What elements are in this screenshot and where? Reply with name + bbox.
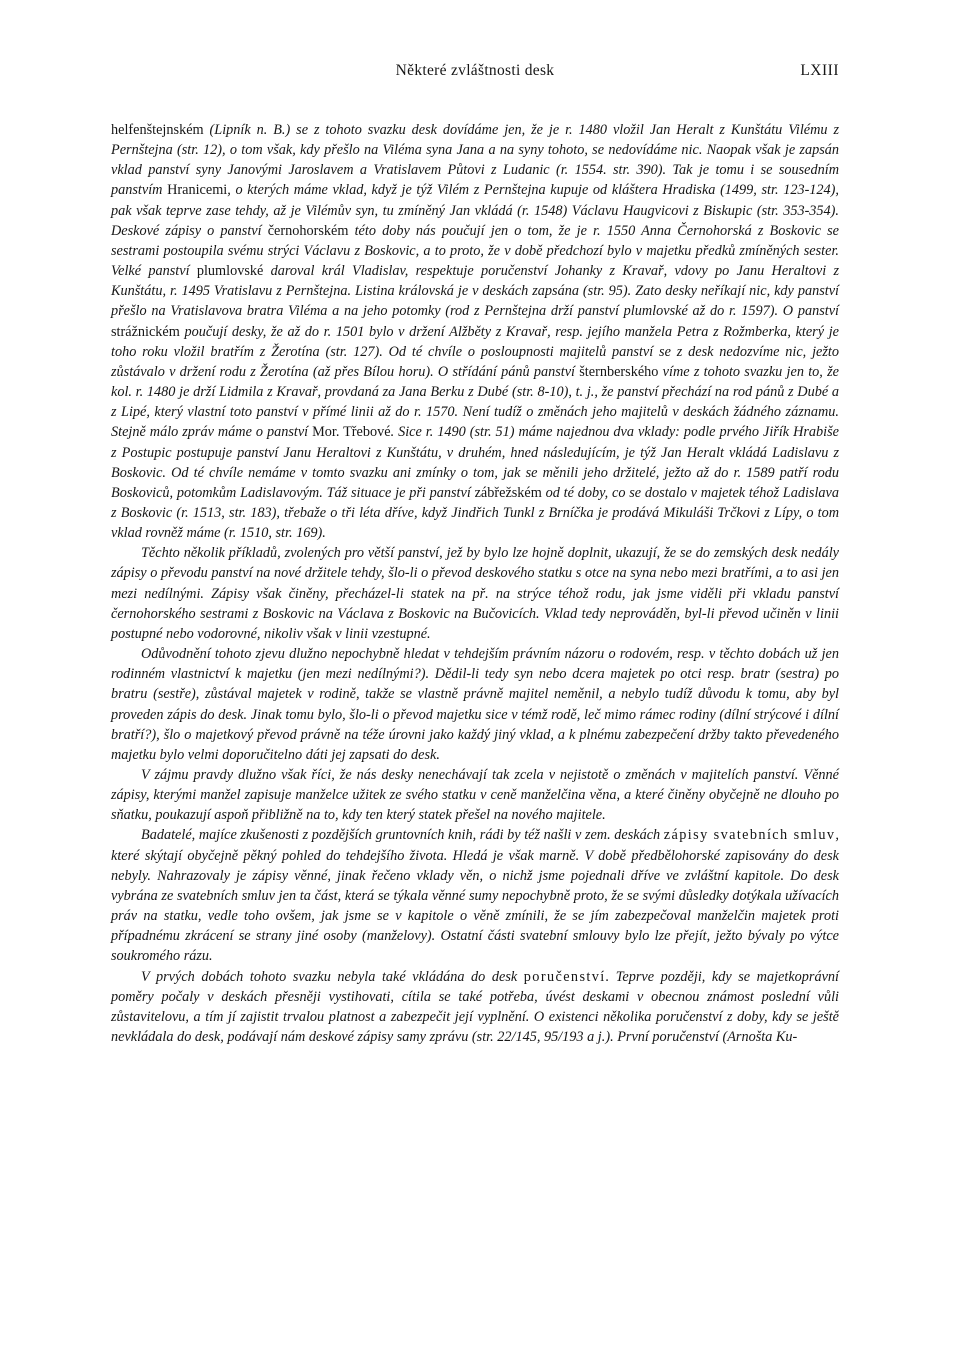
estate-name: Hranicemi <box>167 182 228 199</box>
estate-name: Mor. Třebové <box>312 424 391 441</box>
text-run: . Sice r. 1490 (str. 51) máme najednou dva vklady: podle prvého Jiřík Hrabiše z Postupic postupuje panství Janu Heraltovi z Kunštátu, v druhém, hned následujícím, je týž Jan Heralt vkládá Ladislavu z Boskovic. Od té chvíle nemáme v tomto svazku ani zmínky o tom, jak se měnili jeho držitelé, ježto až do r. 1589 patří rodu Boskoviců, potomkům Ladislavovým. Táž situace je při panství <box>111 424 839 501</box>
paragraph-2: Těchto několik příkladů, zvolených pro větší panství, jež by bylo lze hojně doplnit, ukazují, že se do zemských desk nedály zápisy o převodu panství na nové držitele tehdy, šlo-li o převod deskového statku s otce na syna nebo mezi bratřími, a to asi jen mezi nedílnými. Zápisy však činěny, přecházel-li statek na př. na strýce téhož rodu, jak jsme viděli při vkladu panství černohorského sestrami z Boskovic na Václava z Boskovic na Bučovicích. Vklad tedy neprováděn, byl-li převod učiněn v linii postupné nebo vodorovné, nikoliv však v linii vzestupné. <box>111 545 839 642</box>
text-run: V prvých dobách tohoto svazku nebyla také vkládána do desk <box>141 968 524 985</box>
page-header <box>111 62 839 92</box>
paragraph-5 <box>111 825 839 966</box>
estate-name: strážnickém <box>111 323 180 340</box>
text-run: Badatelé, majíce zkušenosti z pozdějších gruntovních knih, rádi by též našli v zem. deskách <box>141 827 664 844</box>
paragraph-1 <box>111 120 839 543</box>
book-page <box>111 62 839 1047</box>
text-run: , o kterých máme vklad, když je týž Vilém z Pernštejna kupuje od kláštera Hradiska (1499, str. 123-124), pak však teprve zase tehdy, až je Vilémův syn, tu zmíněný Jan vkládá (r. 1548) Václavu Haugvicovi z Biskupic (str. 353-354). Deskové zápisy o panství <box>111 182 839 239</box>
paragraph-4: V zájmu pravdy dlužno však říci, že nás desky nenechávají tak zcela v nejistotě o změnách v majitelích panství. Věnné zápisy, kterými manžel zapisuje manželce užitek ze svého statku v ceně manželčina věna, a které činěny obyčejně ne dlouho po sňatku, poukazují aspoň přibližně na to, kdy ten který statek přešel na nového majitele. <box>111 767 839 824</box>
text-run: (Lipník n. B.) se z tohoto svazku desk dovídáme jen, že je r. 1480 vložil Jan Heralt z Kunštátu Vilému z Pernštejna (str. 12), o tom však, kdy přešlo na Viléma syna Jana a na syny tohoto, se nedovídáme nic. Naopak však je zapsán vklad panství syny Janovými Jaroslavem a Vratislavem Půtovi z Ludanic (r. 1554. str. 390). Tak je tomu i se sousedním panstvím <box>111 122 839 199</box>
page-number: LXIII <box>800 62 839 79</box>
estate-name: zábřežském <box>474 484 542 501</box>
estate-name: plumlovské <box>196 263 264 280</box>
paragraph-6 <box>111 967 839 1048</box>
estate-name: šternberského <box>579 363 659 380</box>
text-run: daroval král Vladislav, respektuje poručenství Johanky z Kravař, vdovy po Janu Heraltovi z Kunštátu, r. 1495 Vratislavu z Pernštejna. Listina královská je v deskách zapsána (str. 95). Zato desky neříkají nic, kdy panství přešlo na Vratislavova bratra Viléma a na jeho potomky (rod z Pernštejna drží panství plumlovské až do r. 1597). O panství <box>111 263 839 320</box>
text-run: od té doby, co se dostalo v majetek téhož Ladislava z Boskovic (r. 1513, str. 183), třebaže o tři léta dříve, když Jindřich Tunkl z Brníčka je prodává Mikuláši Trčkovi z Lípy, o tom vklad rovněž máme (r. 1510, str. 169). <box>111 484 839 542</box>
paragraph-3: Odůvodnění tohoto zjevu dlužno nepochybně hledat v tehdejším právním názoru o rodovém, resp. v těchto dobách už jen rodinném vlastnictví k majetku (jen mezi nedílnými?). Dědil-li tedy syn nebo dcera majetek po otci resp. bratr (sestra) po bratru (sestře), zůstával majetek v rodině, takže se vlastně právně majitel neměnil, a nebylo tudíž důvodu k tomu, aby byl proveden zápis do desk. Jinak tomu bylo, šlo-li o převod majetku sice v témž rodě, leč mimo rámec rodiny (dílní strýcové i dílní bratří?), šlo o majetkový převod právně na téže úrovni jako každý jiný vklad, a k plnému zabezpečení držby takto převedeného majetku bylo velmi doporučitelno dáti jej zapsati do desk. <box>111 646 839 763</box>
text-run: poučují desky, že až do r. 1501 bylo v držení Alžběty z Kravař, resp. jejího manžela Petra z Rožmberka, který je toho roku vložil bratřím z Žerotína (str. 127). Od té chvíle o posloupnosti majitelů panství se z desk nedozvíme nic, ježto zůstávalo v držení rodu z Žerotína (až přes Bílou horu). O střídání pánů panství <box>111 323 839 380</box>
text-run: víme z tohoto svazku jen to, že kol. r. 1480 je drží Lidmila z Kravař, provdaná za Jana Berku z Dubé (str. 8-10), t. j., že panství přechází na rod pánů z Dubé a z Lipé, který vlastní toto panství v přímé linii až do r. 1570. Není tudíž o změnách jeho majitelů v deskách žádného záznamu. Stejně málo zpráv máme o panství <box>111 363 839 441</box>
text-run: této doby nás poučují jen o tom, že je r. 1550 Anna Černohorská z Boskovic se sestrami postoupila svému strýci Václavu z Boskovic, a to proto, že v době předchozí bylo v majetku předků zmíněných sester. Velké panství <box>111 222 839 280</box>
text-run: , které skýtají obyčejně pěkný pohled do tehdejšího života. Hledá je však marně. V době předbělohorské zapisovány do desk nebyly. Nahrazovaly je zápisy věnné, jinak řečeno vklady věn, o nichž jsme pojednali dříve ve zvláštní kapitole. Do desk vybrána ze svatebních smluv jen ta část, která se týkala věnné sumy nepochybně proto, že se svými důsledky dotýkala užívacích práv na statku, vedle toho ovšem, jak jsme se v kapitole o věně zmínili, že se jím zabezpečoval manželčin majetek proti případnému zkrácení se strany jiné osoby (manželovy). Ostatní části svatební smlouvy bylo lze přejít, ježto bývaly po výtce soukromého rázu. <box>111 827 839 965</box>
running-title: Některé zvláštnosti desk <box>395 62 555 79</box>
estate-name: černohorském <box>267 222 349 239</box>
text-run: . Teprve později, kdy se majetkoprávní poměry počaly v deskách přesněji vystihovati, cítila se také potřeba, úvést deskami v obecnou známost poslední vůli zůstavitelovu, a tím jí zajistit trvalou platnost a zabezpečit její vyplnění. O existenci několika poručenství z doby, kdy se ještě nevkládala do desk, podávají nám deskové zápisy samy zprávu (str. 22/145, 95/193 a j.). První poručenství (Arnošta Ku- <box>111 968 839 1046</box>
spaced-term: zápisy svatebních smluv <box>663 827 836 844</box>
body-text <box>111 120 839 1047</box>
spaced-term: poručenství <box>523 968 606 985</box>
estate-name: helfenštejnském <box>111 122 204 138</box>
